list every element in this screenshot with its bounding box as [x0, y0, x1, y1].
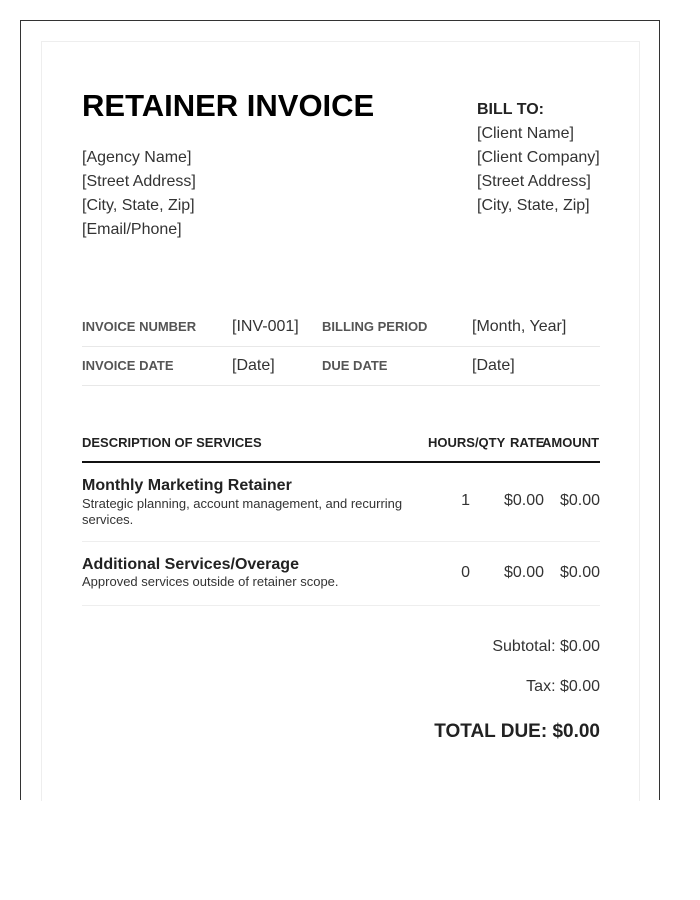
bill-to-block [477, 98, 600, 218]
item-rate: $0.00 [503, 564, 544, 581]
header-rate: RATE [510, 435, 545, 450]
client-company: [Client Company] [477, 149, 600, 166]
sender-address-block [82, 146, 196, 242]
due-date-value: [Date] [472, 357, 515, 374]
due-date-label: DUE DATE [322, 358, 388, 373]
client-name: [Client Name] [477, 125, 574, 142]
billing-period-label: BILLING PERIOD [322, 319, 428, 334]
total-due-text: TOTAL DUE: $0.00 [434, 721, 600, 742]
item-description: Approved services outside of retainer scope. [82, 574, 339, 589]
billing-period-value: [Month, Year] [472, 318, 567, 335]
total-due-line [434, 721, 600, 743]
item-rate: $0.00 [503, 492, 544, 509]
header-description: DESCRIPTION OF SERVICES [82, 435, 262, 450]
bill-to-label: BILL TO: [477, 101, 544, 118]
invoice-title: RETAINER INVOICE [82, 88, 375, 123]
header-amount: AMOUNT [542, 435, 600, 450]
invoice-number-value: [INV-001] [232, 318, 299, 335]
agency-city: [City, State, Zip] [82, 197, 195, 214]
table-row [82, 463, 600, 542]
item-amount: $0.00 [559, 564, 600, 581]
item-name: Additional Services/Overage [82, 556, 299, 573]
meta-row-invoice-date [82, 347, 600, 386]
subtotal-text: Subtotal: $0.00 [492, 638, 600, 655]
item-description: Strategic planning, account management, and recurring services. [82, 496, 403, 527]
item-qty: 0 [461, 564, 470, 581]
agency-street: [Street Address] [82, 173, 196, 190]
header-qty: HOURS/QTY [428, 435, 506, 450]
agency-name: [Agency Name] [82, 149, 192, 166]
tax-line [526, 678, 600, 696]
tax-text: Tax: $0.00 [526, 678, 600, 695]
agency-contact: [Email/Phone] [82, 221, 182, 238]
item-name: Monthly Marketing Retainer [82, 477, 292, 494]
subtotal-line [492, 638, 600, 656]
invoice-date-label: INVOICE DATE [82, 358, 174, 373]
invoice-date-value: [Date] [232, 357, 275, 374]
table-row [82, 542, 600, 606]
client-city: [City, State, Zip] [477, 197, 590, 214]
invoice-number-label: INVOICE NUMBER [82, 319, 197, 334]
item-qty: 1 [461, 492, 470, 509]
meta-row-invoice-number [82, 308, 600, 347]
client-street: [Street Address] [477, 173, 591, 190]
item-amount: $0.00 [559, 492, 600, 509]
